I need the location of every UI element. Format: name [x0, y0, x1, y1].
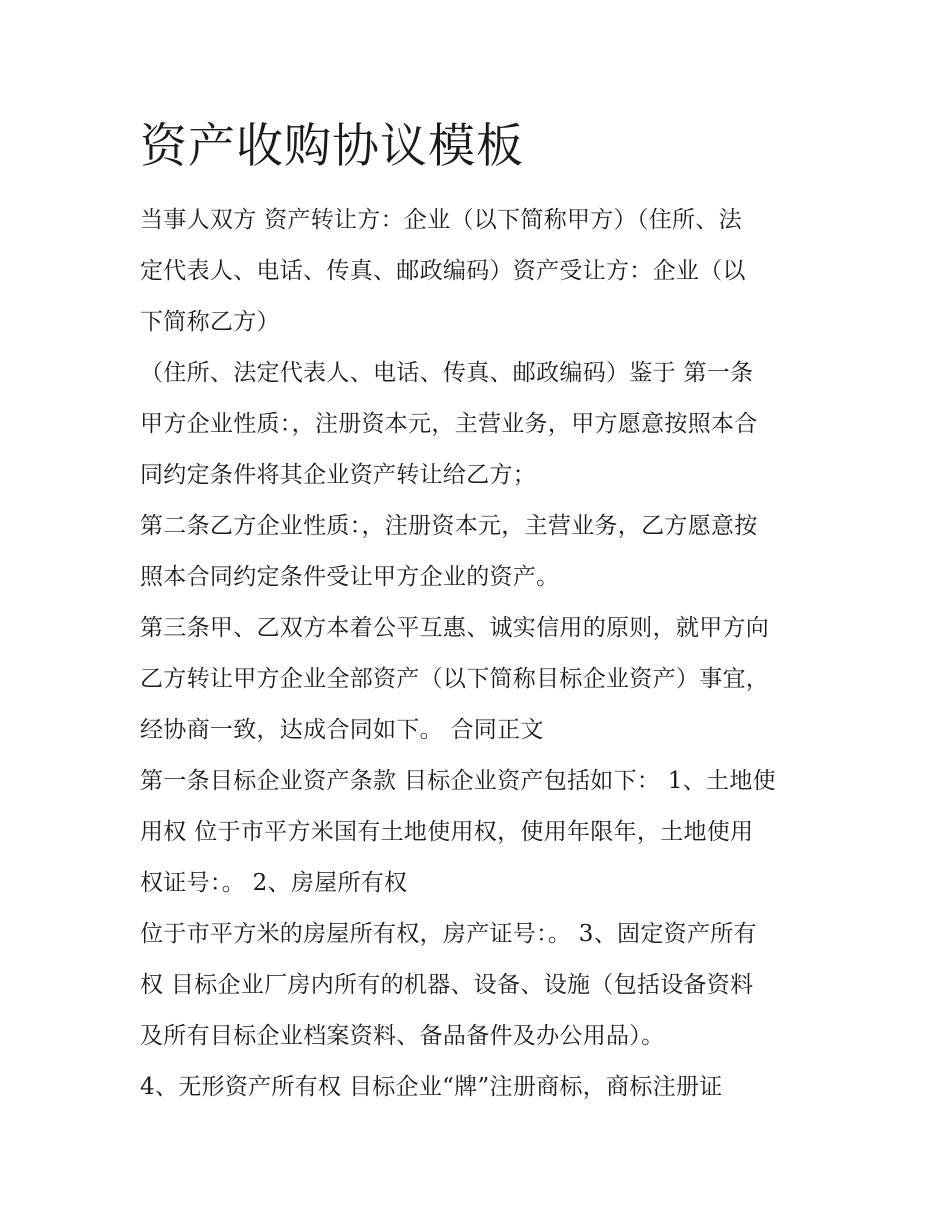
- document-body: [140, 195, 830, 1113]
- body-line: 4、无形资产所有权 目标企业“牌”注册商标，商标注册证: [140, 1074, 723, 1100]
- body-line: 第二条乙方企业性质：，注册资本元，主营业务，乙方愿意按: [140, 513, 758, 539]
- body-line: 权 目标企业厂房内所有的机器、设备、设施（包括设备资料: [140, 972, 754, 998]
- body-line: 第一条目标企业资产条款 目标企业资产包括如下： 1、土地使: [140, 768, 776, 794]
- body-line: 同约定条件将其企业资产转让给乙方；: [140, 462, 537, 488]
- body-line: 下简称乙方）: [140, 309, 280, 335]
- body-line: 权证号：。 2、房屋所有权: [140, 870, 408, 896]
- body-line: 照本合同约定条件受让甲方企业的资产。: [140, 564, 560, 590]
- body-line: 甲方企业性质：，注册资本元，主营业务，甲方愿意按照本合: [140, 411, 758, 437]
- body-line: 经协商一致，达成合同如下。 合同正文: [140, 717, 544, 743]
- body-line: 定代表人、电话、传真、邮政编码）资产受让方：企业（以: [140, 258, 746, 284]
- body-line: 位于市平方米的房屋所有权，房产证号：。 3、固定资产所有: [140, 921, 757, 947]
- document-title: 资产收购协议模板: [140, 119, 524, 174]
- body-line: 乙方转让甲方企业全部资产（以下简称目标企业资产）事宜，: [140, 666, 770, 692]
- body-line: 第三条甲、乙双方本着公平互惠、诚实信用的原则，就甲方向: [140, 615, 770, 641]
- body-line: 用权 位于市平方米国有土地使用权，使用年限年，土地使用: [140, 819, 754, 845]
- body-line: （住所、法定代表人、电话、传真、邮政编码）鉴于 第一条: [140, 360, 754, 386]
- body-line: 及所有目标企业档案资料、备品备件及办公用品）。: [140, 1023, 665, 1049]
- body-line: 当事人双方 资产转让方：企业（以下简称甲方）（住所、法: [140, 207, 742, 233]
